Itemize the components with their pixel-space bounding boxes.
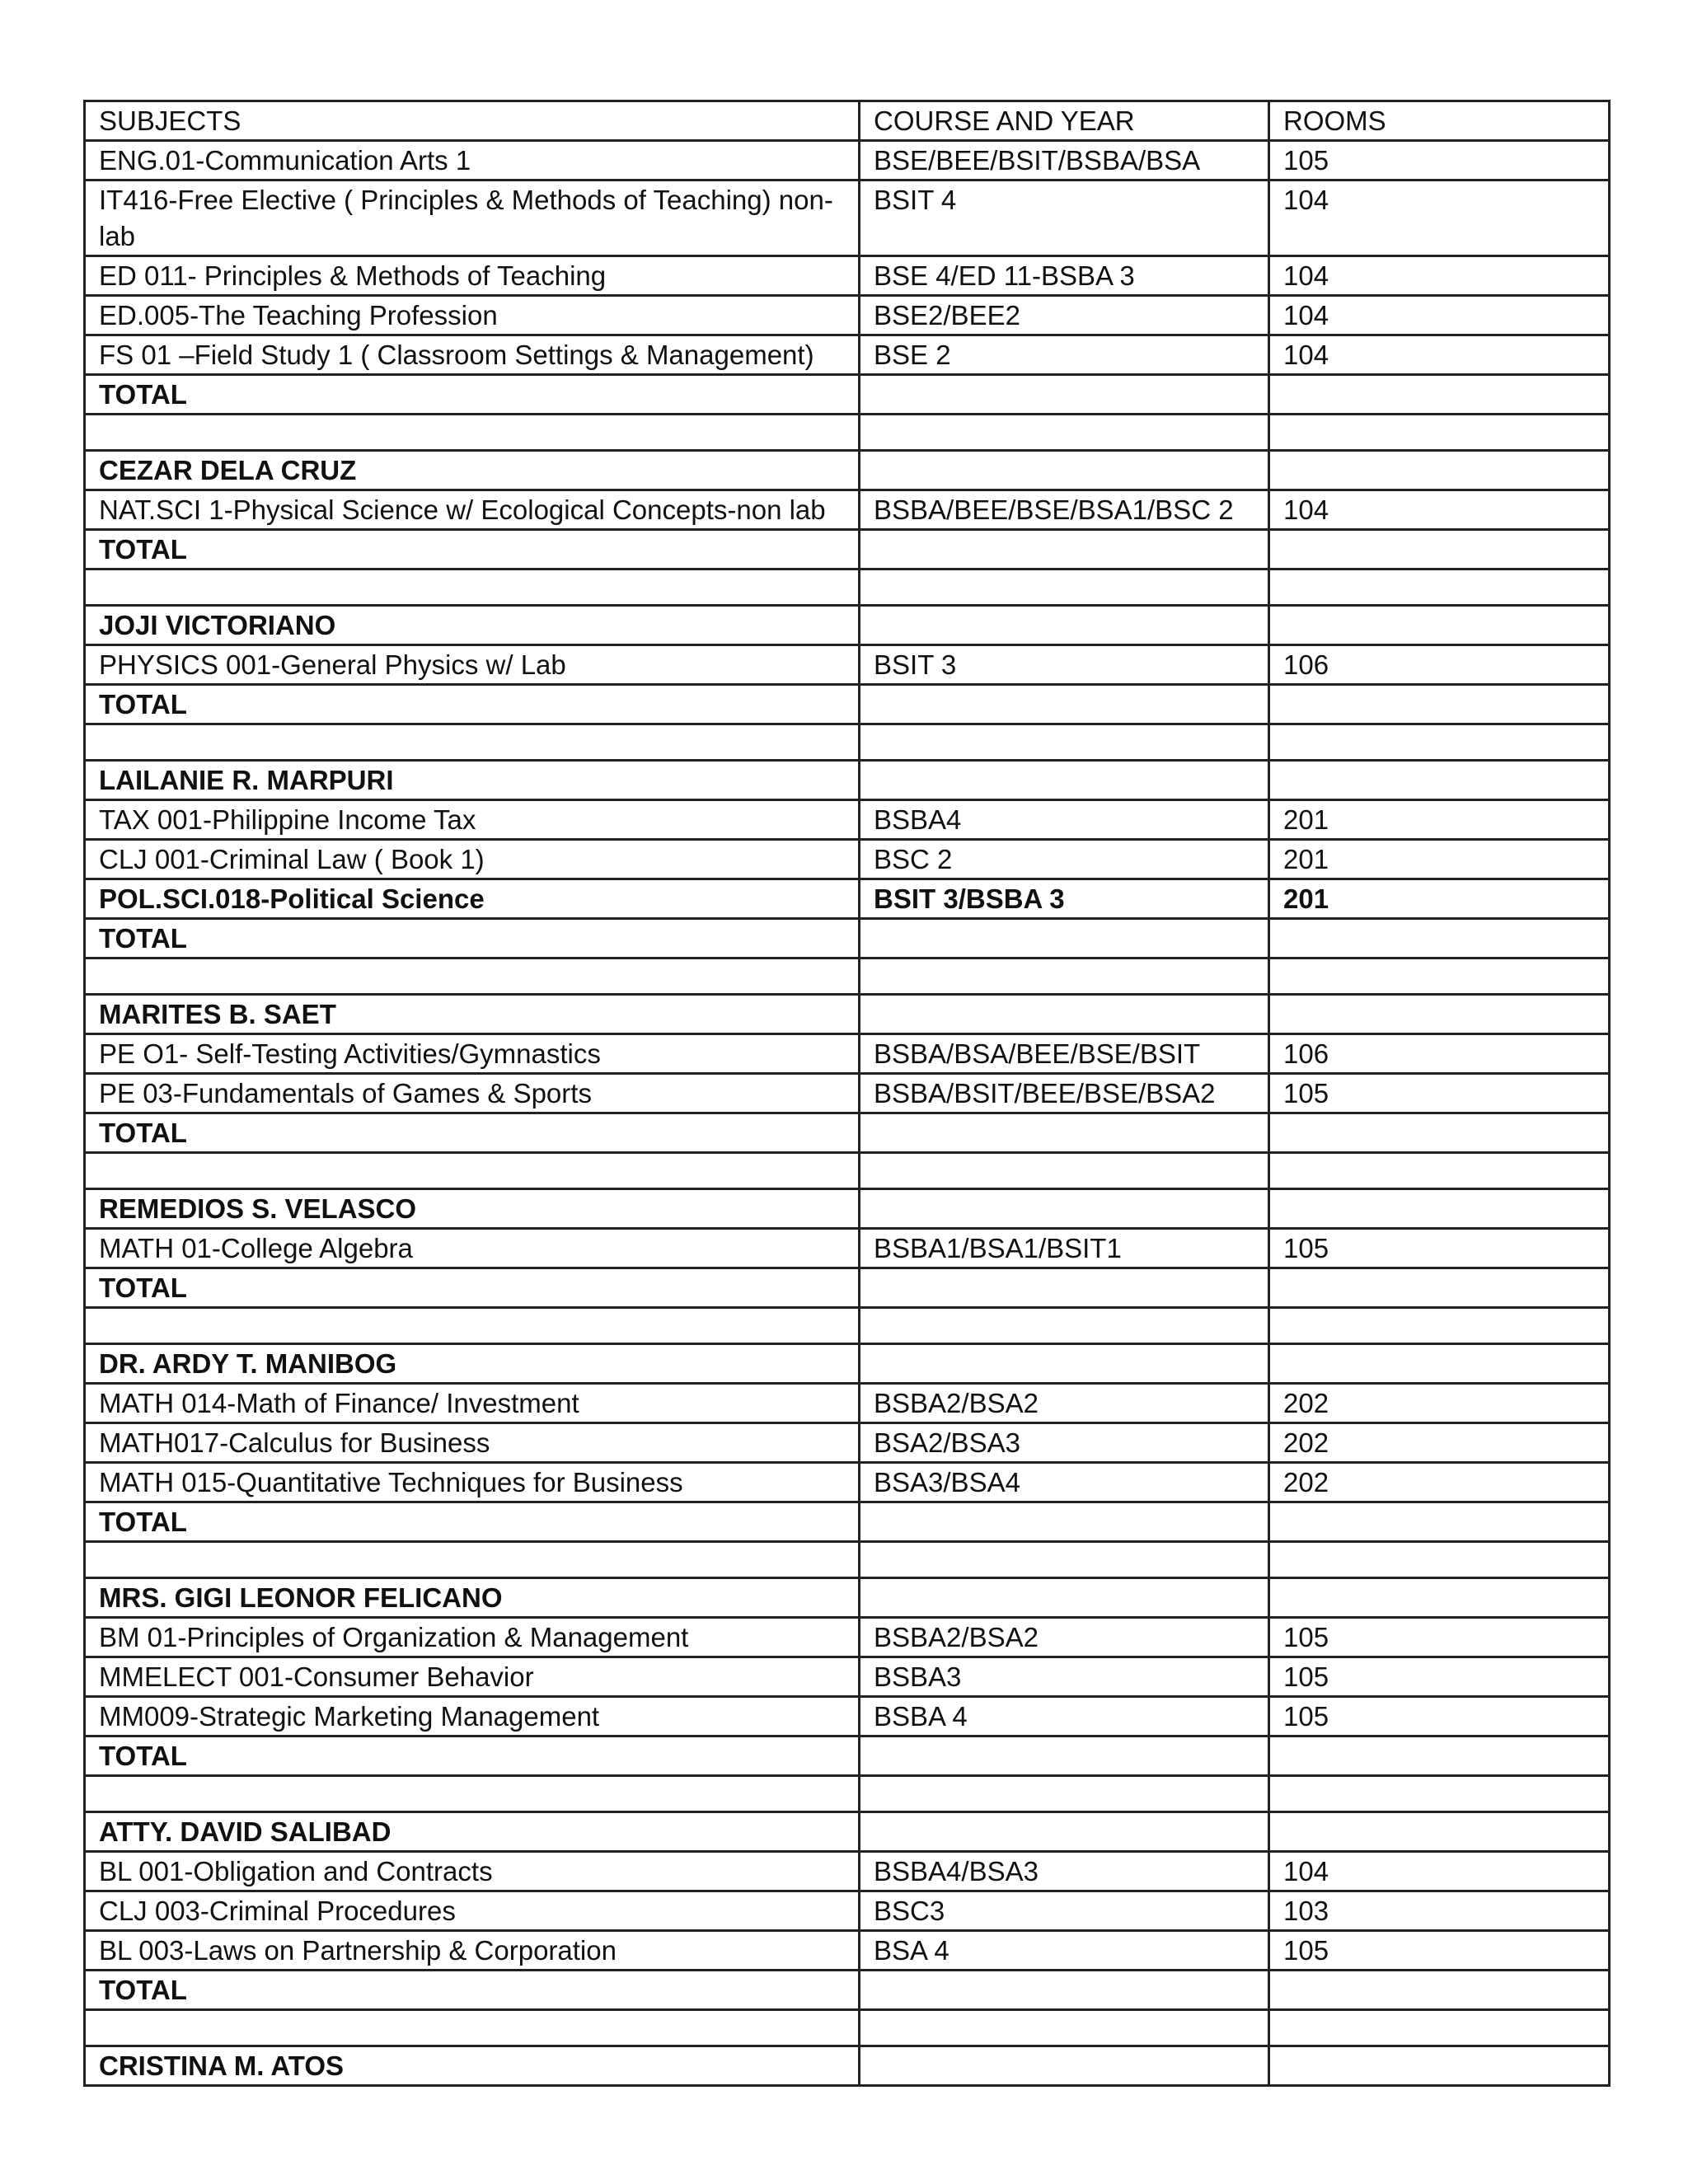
course-and-year-cell bbox=[860, 919, 1269, 958]
course-and-year-cell bbox=[860, 2010, 1269, 2046]
total-row bbox=[85, 1113, 1610, 1153]
total-row bbox=[85, 375, 1610, 415]
subject-cell: BM 01-Principles of Organization & Management bbox=[85, 1618, 860, 1657]
course-and-year-cell: BSBA/BSIT/BEE/BSE/BSA2 bbox=[860, 1074, 1269, 1113]
subject-cell: PHYSICS 001-General Physics w/ Lab bbox=[85, 645, 860, 685]
room-cell: 104 bbox=[1269, 296, 1610, 335]
subject-row bbox=[85, 296, 1610, 335]
subject-cell: POL.SCI.018-Political Science bbox=[85, 879, 860, 919]
course-and-year-cell bbox=[860, 2046, 1269, 2086]
total-row bbox=[85, 1268, 1610, 1308]
subject-row bbox=[85, 335, 1610, 375]
subject-cell: TAX 001-Philippine Income Tax bbox=[85, 800, 860, 840]
blank-row bbox=[85, 1542, 1610, 1578]
subject-cell: NAT.SCI 1-Physical Science w/ Ecological Concepts-non lab bbox=[85, 490, 860, 530]
course-and-year-cell bbox=[860, 530, 1269, 569]
instructor-name: REMEDIOS S. VELASCO bbox=[85, 1189, 860, 1229]
total-label: TOTAL bbox=[85, 1113, 860, 1153]
instructor-name: MARITES B. SAET bbox=[85, 995, 860, 1034]
subject-row bbox=[85, 141, 1610, 180]
subject-row bbox=[85, 1463, 1610, 1502]
course-and-year-cell: BSBA 4 bbox=[860, 1697, 1269, 1736]
room-cell: 104 bbox=[1269, 1852, 1610, 1891]
room-cell bbox=[1269, 2010, 1610, 2046]
room-cell bbox=[1269, 1812, 1610, 1852]
subject-cell: CLJ 001-Criminal Law ( Book 1) bbox=[85, 840, 860, 879]
blank-row bbox=[85, 1308, 1610, 1344]
subject-cell: MATH 01-College Algebra bbox=[85, 1229, 860, 1268]
course-and-year-cell: BSA 4 bbox=[860, 1931, 1269, 1971]
course-and-year-cell bbox=[860, 375, 1269, 415]
room-cell: 105 bbox=[1269, 1074, 1610, 1113]
room-cell bbox=[1269, 1736, 1610, 1776]
room-cell bbox=[1269, 1153, 1610, 1189]
room-cell bbox=[1269, 1113, 1610, 1153]
blank-row bbox=[85, 1153, 1610, 1189]
room-cell bbox=[1269, 1268, 1610, 1308]
room-cell: 106 bbox=[1269, 645, 1610, 685]
course-and-year-cell: BSE 4/ED 11-BSBA 3 bbox=[860, 256, 1269, 296]
header-subjects: SUBJECTS bbox=[85, 101, 860, 141]
room-cell: 104 bbox=[1269, 256, 1610, 296]
subject-cell: MM009-Strategic Marketing Management bbox=[85, 1697, 860, 1736]
subject-row bbox=[85, 1384, 1610, 1423]
blank-row bbox=[85, 724, 1610, 761]
subject-row bbox=[85, 1657, 1610, 1697]
room-cell bbox=[1269, 415, 1610, 451]
room-cell bbox=[1269, 606, 1610, 645]
room-cell: 103 bbox=[1269, 1891, 1610, 1931]
room-cell bbox=[1269, 724, 1610, 761]
subject-cell bbox=[85, 2010, 860, 2046]
subject-cell: MATH 014-Math of Finance/ Investment bbox=[85, 1384, 860, 1423]
total-label: TOTAL bbox=[85, 375, 860, 415]
course-and-year-cell bbox=[860, 1971, 1269, 2010]
blank-row bbox=[85, 958, 1610, 995]
instructor-row bbox=[85, 995, 1610, 1034]
total-row bbox=[85, 1971, 1610, 2010]
total-label: TOTAL bbox=[85, 919, 860, 958]
room-cell: 105 bbox=[1269, 1618, 1610, 1657]
subject-row bbox=[85, 879, 1610, 919]
subject-cell: FS 01 –Field Study 1 ( Classroom Settings & Management) bbox=[85, 335, 860, 375]
room-cell bbox=[1269, 451, 1610, 490]
course-and-year-cell: BSBA3 bbox=[860, 1657, 1269, 1697]
subject-row bbox=[85, 800, 1610, 840]
blank-row bbox=[85, 569, 1610, 606]
subject-cell bbox=[85, 1542, 860, 1578]
total-label: TOTAL bbox=[85, 685, 860, 724]
instructor-name: DR. ARDY T. MANIBOG bbox=[85, 1344, 860, 1384]
course-and-year-cell bbox=[860, 1736, 1269, 1776]
instructor-row bbox=[85, 761, 1610, 800]
course-and-year-cell bbox=[860, 606, 1269, 645]
subject-row bbox=[85, 1074, 1610, 1113]
course-and-year-cell bbox=[860, 451, 1269, 490]
course-and-year-cell bbox=[860, 1502, 1269, 1542]
course-and-year-cell bbox=[860, 1542, 1269, 1578]
room-cell bbox=[1269, 1578, 1610, 1618]
total-label: TOTAL bbox=[85, 1502, 860, 1542]
subject-cell: BL 001-Obligation and Contracts bbox=[85, 1852, 860, 1891]
course-and-year-cell: BSIT 3/BSBA 3 bbox=[860, 879, 1269, 919]
subject-cell bbox=[85, 724, 860, 761]
total-row bbox=[85, 685, 1610, 724]
instructor-row bbox=[85, 1344, 1610, 1384]
course-and-year-cell: BSE 2 bbox=[860, 335, 1269, 375]
course-and-year-cell: BSC 2 bbox=[860, 840, 1269, 879]
room-cell: 105 bbox=[1269, 1229, 1610, 1268]
total-row bbox=[85, 1502, 1610, 1542]
instructor-row bbox=[85, 1578, 1610, 1618]
room-cell bbox=[1269, 1776, 1610, 1812]
course-and-year-cell: BSBA2/BSA2 bbox=[860, 1618, 1269, 1657]
room-cell bbox=[1269, 761, 1610, 800]
subject-cell: CLJ 003-Criminal Procedures bbox=[85, 1891, 860, 1931]
room-cell bbox=[1269, 995, 1610, 1034]
course-and-year-cell bbox=[860, 1812, 1269, 1852]
course-and-year-cell: BSIT 3 bbox=[860, 645, 1269, 685]
subject-row bbox=[85, 1229, 1610, 1268]
blank-row bbox=[85, 415, 1610, 451]
subject-cell: BL 003-Laws on Partnership & Corporation bbox=[85, 1931, 860, 1971]
subject-cell: ED.005-The Teaching Profession bbox=[85, 296, 860, 335]
course-and-year-cell: BSBA2/BSA2 bbox=[860, 1384, 1269, 1423]
subject-cell bbox=[85, 958, 860, 995]
blank-row bbox=[85, 2010, 1610, 2046]
course-and-year-cell bbox=[860, 569, 1269, 606]
subject-cell bbox=[85, 1153, 860, 1189]
room-cell: 201 bbox=[1269, 840, 1610, 879]
subject-row bbox=[85, 180, 1610, 256]
room-cell bbox=[1269, 569, 1610, 606]
course-and-year-cell bbox=[860, 1344, 1269, 1384]
subject-row bbox=[85, 1618, 1610, 1657]
room-cell: 105 bbox=[1269, 1931, 1610, 1971]
course-and-year-cell: BSBA/BSA/BEE/BSE/BSIT bbox=[860, 1034, 1269, 1074]
subject-row bbox=[85, 1423, 1610, 1463]
subject-cell: ENG.01-Communication Arts 1 bbox=[85, 141, 860, 180]
total-row bbox=[85, 1736, 1610, 1776]
instructor-row bbox=[85, 1812, 1610, 1852]
course-and-year-cell bbox=[860, 958, 1269, 995]
room-cell bbox=[1269, 530, 1610, 569]
room-cell: 201 bbox=[1269, 800, 1610, 840]
room-cell bbox=[1269, 958, 1610, 995]
total-label: TOTAL bbox=[85, 1736, 860, 1776]
total-label: TOTAL bbox=[85, 1268, 860, 1308]
subject-row bbox=[85, 256, 1610, 296]
instructor-name: MRS. GIGI LEONOR FELICANO bbox=[85, 1578, 860, 1618]
subject-cell: PE 03-Fundamentals of Games & Sports bbox=[85, 1074, 860, 1113]
subject-row bbox=[85, 1852, 1610, 1891]
subject-row bbox=[85, 1891, 1610, 1931]
course-and-year-cell bbox=[860, 724, 1269, 761]
course-and-year-cell bbox=[860, 761, 1269, 800]
instructor-name: CRISTINA M. ATOS bbox=[85, 2046, 860, 2086]
subject-row bbox=[85, 840, 1610, 879]
room-cell bbox=[1269, 2046, 1610, 2086]
course-and-year-cell bbox=[860, 995, 1269, 1034]
course-and-year-cell: BSA2/BSA3 bbox=[860, 1423, 1269, 1463]
subject-cell: MATH017-Calculus for Business bbox=[85, 1423, 860, 1463]
instructor-row bbox=[85, 2046, 1610, 2086]
course-and-year-cell bbox=[860, 1578, 1269, 1618]
course-and-year-cell: BSIT 4 bbox=[860, 180, 1269, 256]
total-label: TOTAL bbox=[85, 530, 860, 569]
schedule-body bbox=[85, 101, 1610, 2086]
room-cell bbox=[1269, 1189, 1610, 1229]
course-and-year-cell bbox=[860, 685, 1269, 724]
course-and-year-cell bbox=[860, 1113, 1269, 1153]
instructor-row bbox=[85, 1189, 1610, 1229]
room-cell bbox=[1269, 685, 1610, 724]
course-and-year-cell: BSBA/BEE/BSE/BSA1/BSC 2 bbox=[860, 490, 1269, 530]
course-and-year-cell bbox=[860, 1153, 1269, 1189]
course-and-year-cell bbox=[860, 1776, 1269, 1812]
course-and-year-cell: BSE2/BEE2 bbox=[860, 296, 1269, 335]
instructor-name: CEZAR DELA CRUZ bbox=[85, 451, 860, 490]
room-cell bbox=[1269, 919, 1610, 958]
room-cell: 201 bbox=[1269, 879, 1610, 919]
subject-row bbox=[85, 1931, 1610, 1971]
course-and-year-cell bbox=[860, 1268, 1269, 1308]
room-cell: 105 bbox=[1269, 141, 1610, 180]
course-and-year-cell bbox=[860, 1308, 1269, 1344]
instructor-row bbox=[85, 451, 1610, 490]
course-and-year-cell bbox=[860, 1189, 1269, 1229]
room-cell: 105 bbox=[1269, 1657, 1610, 1697]
course-and-year-cell: BSE/BEE/BSIT/BSBA/BSA bbox=[860, 141, 1269, 180]
course-and-year-cell: BSA3/BSA4 bbox=[860, 1463, 1269, 1502]
subject-cell bbox=[85, 569, 860, 606]
room-cell: 202 bbox=[1269, 1423, 1610, 1463]
course-and-year-cell: BSBA4/BSA3 bbox=[860, 1852, 1269, 1891]
subject-cell: MATH 015-Quantitative Techniques for Business bbox=[85, 1463, 860, 1502]
room-cell: 106 bbox=[1269, 1034, 1610, 1074]
header-course-and-year: COURSE AND YEAR bbox=[860, 101, 1269, 141]
blank-row bbox=[85, 1776, 1610, 1812]
course-and-year-cell bbox=[860, 415, 1269, 451]
room-cell bbox=[1269, 375, 1610, 415]
subject-cell: PE O1- Self-Testing Activities/Gymnastics bbox=[85, 1034, 860, 1074]
instructor-row bbox=[85, 606, 1610, 645]
room-cell bbox=[1269, 1308, 1610, 1344]
course-and-year-cell: BSBA4 bbox=[860, 800, 1269, 840]
room-cell bbox=[1269, 1542, 1610, 1578]
subject-cell bbox=[85, 1308, 860, 1344]
subject-row bbox=[85, 1034, 1610, 1074]
room-cell: 202 bbox=[1269, 1463, 1610, 1502]
room-cell: 105 bbox=[1269, 1697, 1610, 1736]
subject-cell: ED 011- Principles & Methods of Teaching bbox=[85, 256, 860, 296]
instructor-name: JOJI VICTORIANO bbox=[85, 606, 860, 645]
room-cell: 104 bbox=[1269, 180, 1610, 256]
room-cell: 104 bbox=[1269, 490, 1610, 530]
total-label: TOTAL bbox=[85, 1971, 860, 2010]
course-and-year-cell: BSC3 bbox=[860, 1891, 1269, 1931]
total-row bbox=[85, 530, 1610, 569]
subject-cell bbox=[85, 415, 860, 451]
subject-cell: IT416-Free Elective ( Principles & Methods of Teaching) non-lab bbox=[85, 180, 860, 256]
course-and-year-cell: BSBA1/BSA1/BSIT1 bbox=[860, 1229, 1269, 1268]
subject-cell bbox=[85, 1776, 860, 1812]
total-row bbox=[85, 919, 1610, 958]
subject-row bbox=[85, 1697, 1610, 1736]
header-row bbox=[85, 101, 1610, 141]
subject-row bbox=[85, 645, 1610, 685]
subject-row bbox=[85, 490, 1610, 530]
subject-cell: MMELECT 001-Consumer Behavior bbox=[85, 1657, 860, 1697]
room-cell: 104 bbox=[1269, 335, 1610, 375]
room-cell: 202 bbox=[1269, 1384, 1610, 1423]
instructor-name: LAILANIE R. MARPURI bbox=[85, 761, 860, 800]
instructor-name: ATTY. DAVID SALIBAD bbox=[85, 1812, 860, 1852]
schedule-table bbox=[83, 100, 1611, 2087]
room-cell bbox=[1269, 1344, 1610, 1384]
header-rooms: ROOMS bbox=[1269, 101, 1610, 141]
room-cell bbox=[1269, 1971, 1610, 2010]
room-cell bbox=[1269, 1502, 1610, 1542]
